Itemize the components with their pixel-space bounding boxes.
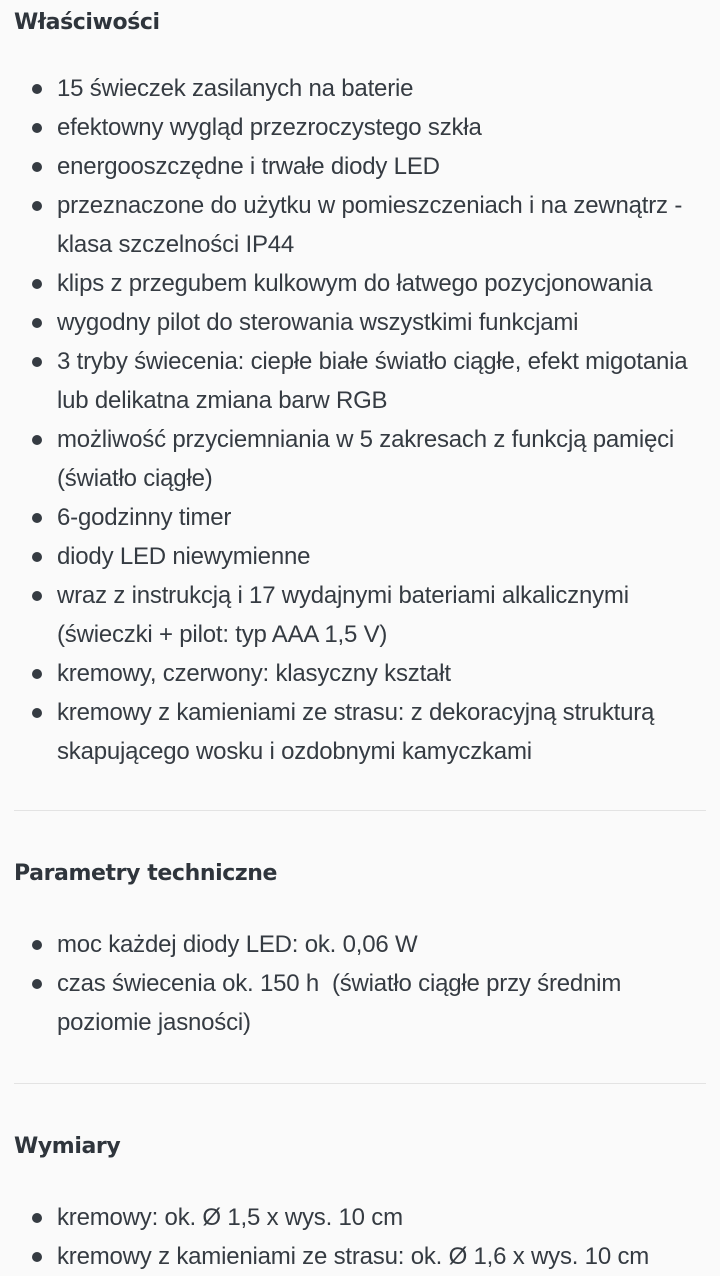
list-item-text: przeznaczone do użytku w pomieszczeniach i na zewnątrz - klasa szczelności IP44 [57,192,683,258]
list-item-text: 3 tryby świecenia: ciepłe białe światło ciągłe, efekt migotania lub delikatna zmiana barw RGB [57,348,688,414]
section-divider [14,810,706,811]
bullet-icon [32,1252,42,1262]
list-item-text: możliwość przyciemniania w 5 zakresach z funkcją pamięci (światło ciągłe) [57,426,675,492]
bullet-icon [32,435,42,445]
bullet-icon [32,513,42,523]
list-item [57,147,706,186]
bullet-icon [32,1213,42,1223]
bullet-icon [32,123,42,133]
list-item-text: energooszczędne i trwałe diody LED [57,153,440,180]
technical-heading: Parametry techniczne [14,861,278,886]
dimensions-section [0,1132,720,1276]
bullet-icon [32,591,42,601]
bullet-icon [32,708,42,718]
list-item [57,342,706,420]
list-item [57,693,706,771]
list-item [57,69,706,108]
dimensions-list [14,1198,706,1276]
bullet-icon [32,357,42,367]
list-item [57,925,706,964]
bullet-icon [32,162,42,172]
list-item [57,303,706,342]
technical-section [0,859,720,1042]
list-item [57,1198,706,1237]
list-item [57,576,706,654]
list-item [57,420,706,498]
list-item-text: kremowy: ok. Ø 1,5 x wys. 10 cm [57,1204,403,1231]
section-divider [14,1083,706,1084]
list-item-text: kremowy z kamieniami ze strasu: z dekoracyjną strukturą skapującego wosku i ozdobnymi kamyczkami [57,699,655,765]
bullet-icon [32,318,42,328]
list-item-text: kremowy, czerwony: klasyczny kształt [57,660,451,687]
bullet-icon [32,201,42,211]
list-item [57,264,706,303]
bullet-icon [32,84,42,94]
list-item [57,498,706,537]
technical-list [14,925,706,1042]
properties-heading: Właściwości [14,10,160,35]
bullet-icon [32,552,42,562]
list-item-text: 15 świeczek zasilanych na baterie [57,75,414,102]
bullet-icon [32,279,42,289]
list-item-text: moc każdej diody LED: ok. 0,06 W [57,931,418,958]
properties-list [14,69,706,771]
list-item-text: 6-godzinny timer [57,504,232,531]
list-item [57,186,706,264]
list-item-text: wygodny pilot do sterowania wszystkimi funkcjami [57,309,579,336]
list-item [57,537,706,576]
list-item [57,654,706,693]
list-item-text: wraz z instrukcją i 17 wydajnymi bateriami alkalicznymi (świeczki + pilot: typ AAA 1,5 V) [57,582,629,648]
list-item-text: diody LED niewymienne [57,543,311,570]
bullet-icon [32,979,42,989]
list-item [57,108,706,147]
dimensions-heading: Wymiary [14,1134,121,1159]
bullet-icon [32,940,42,950]
list-item [57,964,706,1042]
list-item-text: efektowny wygląd przezroczystego szkła [57,114,482,141]
bullet-icon [32,669,42,679]
list-item-text: klips z przegubem kulkowym do łatwego pozycjonowania [57,270,653,297]
list-item-text: czas świecenia ok. 150 h (światło ciągłe przy średnim poziomie jasności) [57,970,628,1036]
list-item [57,1237,706,1276]
list-item-text: kremowy z kamieniami ze strasu: ok. Ø 1,6 x wys. 10 cm [57,1243,650,1270]
